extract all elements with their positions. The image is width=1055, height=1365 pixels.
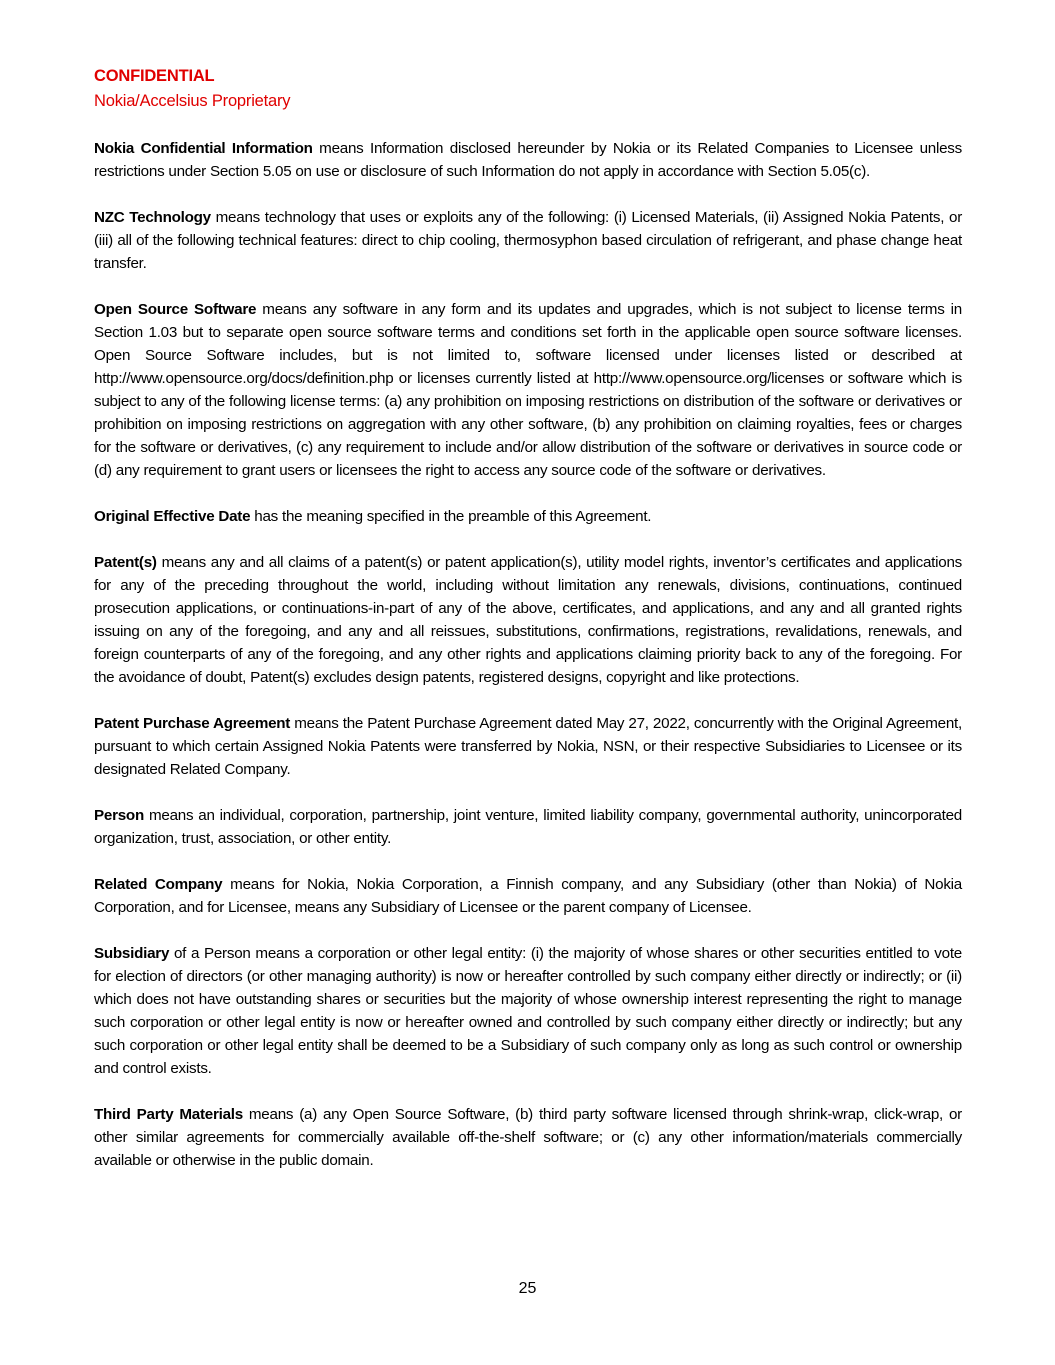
definition-term: Subsidiary [94,945,170,962]
definition-paragraph [94,873,962,919]
confidential-label: CONFIDENTIAL [94,67,215,85]
definition-text: means any and all claims of a patent(s) or patent application(s), utility model rights, inventor’s certificates and applications for any of the preceding throughout the world, including without limitation any renewals, divisions, continuations, continued prosecution applications, or continuations-in-part of any of the above, certificates, and applications, and any and all granted rights issuing on any of the foregoing, and any and all reissues, substitutions, confirmations, registrations, revalidations, renewals, and foreign counterparts of any of the foregoing, and any other rights and applications claiming priority back to any of the foregoing. For the avoidance of doubt, Patent(s) excludes design patents, registered designs, copyright and like protections. [94,554,962,686]
definition-text: means an individual, corporation, partnership, joint venture, limited liability company, governmental authority, unincorporated organization, trust, association, or other entity. [94,807,962,847]
definition-paragraph [94,137,962,183]
definition-term: Related Company [94,876,223,893]
definition-term: Patent Purchase Agreement [94,715,291,732]
definition-term: Third Party Materials [94,1106,243,1123]
definition-text: means (a) any Open Source Software, (b) third party software licensed through shrink-wrap, click-wrap, or other similar agreements for commercially available off-the-shelf software; or (c) any other information/materials commercially available or otherwise in the public domain. [94,1106,962,1169]
definition-term: Nokia Confidential Information [94,140,313,157]
definition-term: Open Source Software [94,301,257,318]
definition-term: Person [94,807,144,824]
definition-paragraph [94,551,962,689]
definition-paragraph [94,505,962,528]
definition-paragraph [94,712,962,781]
confidentiality-header [94,64,290,114]
definition-text: means the Patent Purchase Agreement dated May 27, 2022, concurrently with the Original Agreement, pursuant to which certain Assigned Nokia Patents were transferred by Nokia, NSN, or their respective Subsidiaries to Licensee or its designated Related Company. [94,715,962,778]
definition-term: Patent(s) [94,554,157,571]
definition-text: means technology that uses or exploits any of the following: (i) Licensed Materials, (ii) Assigned Nokia Patents, or (iii) all of the following technical features: direct to chip cooling, thermosyphon based circulation of refrigerant, and phase change heat transfer. [94,209,963,272]
page-number: 25 [518,1280,537,1297]
definition-text: means any software in any form and its updates and upgrades, which is not subject to license terms in Section 1.03 but to separate open source software terms and conditions set forth in the applicable open source software licenses. Open Source Software includes, but is not limited to, software licensed under licenses listed or described at http://www.opensource.org/docs/definition.php or licenses currently listed at http://www.opensource.org/licenses or software which is subject to any of the following license terms: (a) any prohibition on imposing restrictions on distribution of the software or derivatives or prohibition on imposing restrictions on aggregation with any other software, (b) any prohibition on claiming royalties, fees or charges for the software or derivatives, (c) any requirement to include and/or allow distribution of the software or derivatives in source code or (d) any requirement to grant users or licensees the right to access any source code of the software or derivatives. [94,301,962,479]
definition-paragraph [94,1103,962,1172]
definition-term: NZC Technology [94,209,211,226]
proprietary-label: Nokia/Accelsius Proprietary [94,92,291,110]
definition-paragraph [94,206,962,275]
definitions-section [94,137,962,1195]
definition-paragraph [94,804,962,850]
definition-text: of a Person means a corporation or other legal entity: (i) the majority of whose shares or other securities entitled to vote for election of directors (or other managing authority) is now or hereafter controlled by such company either directly or indirectly; or (ii) which does not have outstanding shares or securities but the majority of whose ownership interest representing the right to manage such corporation or other legal entity is now or hereafter owned and controlled by such company either directly or indirectly; but any such corporation or other legal entity shall be deemed to be a Subsidiary of such company only as long as such control or ownership and control exists. [94,945,962,1077]
definition-paragraph [94,298,962,482]
definition-text: means for Nokia, Nokia Corporation, a Finnish company, and any Subsidiary (other than Nokia) of Nokia Corporation, and for Licensee, means any Subsidiary of Licensee or the parent company of Licensee. [94,876,963,916]
definition-text: has the meaning specified in the preamble of this Agreement. [250,508,652,525]
definition-paragraph [94,942,962,1080]
definition-text: means Information disclosed hereunder by Nokia or its Related Companies to Licensee unless restrictions under Section 5.05 on use or disclosure of such Information do not apply in accordance with Section 5.05(c). [94,140,962,180]
definition-term: Original Effective Date [94,508,251,525]
